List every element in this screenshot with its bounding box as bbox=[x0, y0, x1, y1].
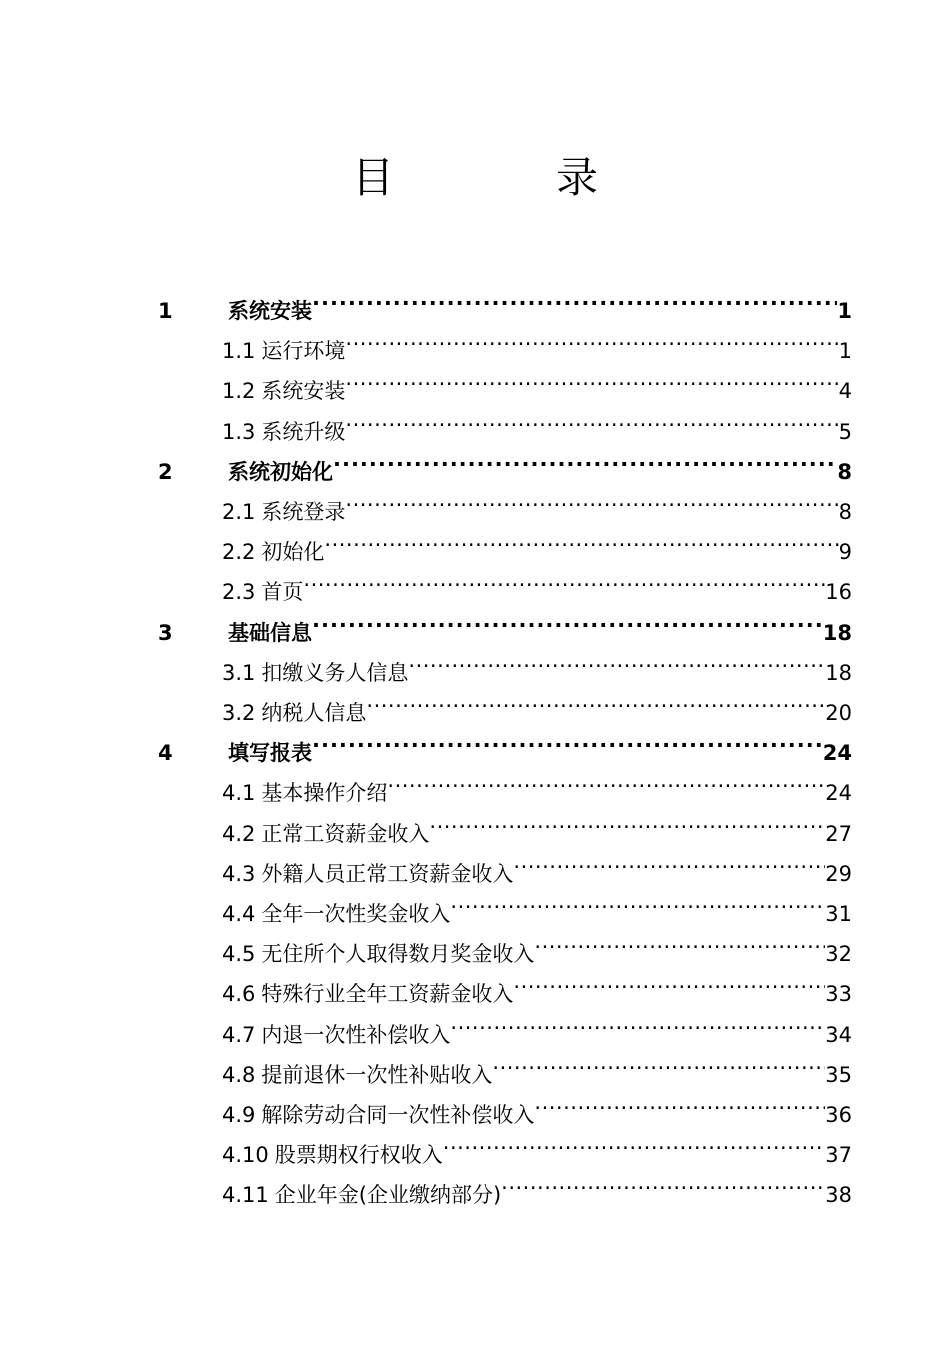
toc-entry-title: 基础信息 bbox=[228, 620, 312, 645]
toc-entry-title: 提前退休一次性补贴收入 bbox=[261, 1062, 493, 1087]
toc-dot-leader bbox=[312, 600, 823, 640]
toc-entry-number: 4.11 bbox=[222, 1183, 269, 1208]
toc-section-entry[interactable] bbox=[222, 1162, 852, 1208]
toc-entry-title: 基本操作介绍 bbox=[261, 781, 388, 806]
toc-dot-leader bbox=[492, 1042, 825, 1082]
toc-dot-leader bbox=[345, 358, 838, 398]
toc-page-number: 18 bbox=[825, 660, 852, 685]
toc-entry-number: 4.4 bbox=[222, 902, 256, 926]
toc-entry-number: 2.3 bbox=[222, 580, 256, 605]
toc-page-number: 18 bbox=[822, 620, 852, 645]
toc-page-number: 5 bbox=[838, 419, 852, 444]
toc-entry-title: 全年一次性奖金收入 bbox=[261, 902, 451, 926]
toc-entry-title: 内退一次性补偿收入 bbox=[261, 1022, 451, 1047]
toc-section-entry[interactable] bbox=[222, 640, 852, 685]
toc-page-number: 33 bbox=[825, 982, 852, 1007]
toc-section-entry[interactable] bbox=[222, 479, 852, 524]
toc-entry-number: 2.1 bbox=[222, 500, 256, 524]
toc-section-entry[interactable] bbox=[222, 841, 852, 886]
toc-section-entry[interactable] bbox=[222, 1002, 852, 1047]
toc-section-entry[interactable] bbox=[222, 399, 852, 444]
toc-entry-number: 4 bbox=[158, 741, 173, 766]
toc-page-number: 37 bbox=[825, 1143, 852, 1168]
toc-entry-number: 2.2 bbox=[222, 540, 256, 565]
toc-entry-number: 1.2 bbox=[222, 379, 256, 404]
toc-entry-title: 正常工资薪金收入 bbox=[261, 821, 430, 846]
toc-section-entry[interactable] bbox=[222, 801, 852, 846]
toc-entry-number: 4.1 bbox=[222, 781, 256, 806]
toc-page-number: 24 bbox=[822, 741, 852, 766]
toc-entry-title: 扣缴义务人信息 bbox=[261, 660, 409, 685]
toc-page-number: 38 bbox=[825, 1183, 852, 1208]
toc-chapter-entry[interactable] bbox=[158, 439, 852, 484]
toc-page-number: 32 bbox=[825, 942, 852, 967]
toc-section-entry[interactable] bbox=[222, 881, 852, 926]
toc-page-number: 1 bbox=[837, 299, 852, 323]
toc-entry-number: 4.10 bbox=[222, 1143, 269, 1168]
toc-dot-leader bbox=[534, 921, 825, 961]
toc-dot-leader bbox=[450, 881, 825, 921]
toc-entry-title: 填写报表 bbox=[228, 741, 312, 766]
toc-page-number: 8 bbox=[837, 459, 852, 484]
toc-dot-leader bbox=[345, 479, 838, 519]
toc-chapter-entry[interactable] bbox=[158, 600, 852, 645]
toc-page-number: 29 bbox=[825, 861, 852, 886]
toc-dot-leader bbox=[303, 559, 825, 599]
toc-page-number: 35 bbox=[825, 1062, 852, 1087]
toc-entry-title: 系统安装 bbox=[261, 379, 346, 404]
toc-section-entry[interactable] bbox=[222, 358, 852, 404]
toc-section-entry[interactable] bbox=[222, 1042, 852, 1087]
toc-entry-number: 3.1 bbox=[222, 660, 256, 685]
toc-entry-number: 3 bbox=[158, 620, 173, 645]
toc-entry-title: 系统升级 bbox=[261, 419, 346, 444]
toc-entry-title: 运行环境 bbox=[261, 339, 346, 364]
toc-dot-leader bbox=[450, 1002, 825, 1042]
toc-entry-title: 企业年金(企业缴纳部分) bbox=[274, 1183, 502, 1208]
toc-dot-leader bbox=[324, 519, 838, 559]
toc-dot-leader bbox=[429, 801, 825, 841]
toc-entry-title: 解除劳动合同一次性补偿收入 bbox=[261, 1103, 535, 1127]
toc-page-number: 8 bbox=[838, 500, 852, 524]
toc-dot-leader bbox=[443, 1122, 826, 1162]
toc-page-number: 24 bbox=[825, 781, 852, 806]
toc-page-number: 1 bbox=[838, 339, 852, 364]
toc-entry-title: 系统登录 bbox=[261, 500, 346, 524]
toc-page-number: 31 bbox=[825, 902, 852, 926]
toc-entry-title: 股票期权行权收入 bbox=[274, 1143, 443, 1168]
toc-page-number: 36 bbox=[825, 1103, 852, 1127]
toc-page-number: 34 bbox=[825, 1022, 852, 1047]
toc-dot-leader bbox=[345, 318, 838, 358]
toc-page-number: 9 bbox=[838, 540, 852, 565]
toc-page-number: 4 bbox=[838, 379, 852, 404]
toc-section-entry[interactable] bbox=[222, 318, 852, 364]
toc-dot-leader bbox=[408, 640, 825, 680]
toc-entry-title: 外籍人员正常工资薪金收入 bbox=[261, 861, 514, 886]
toc-dot-leader bbox=[501, 1162, 825, 1202]
toc-section-entry[interactable] bbox=[222, 680, 852, 725]
toc-entry-title: 初始化 bbox=[261, 540, 325, 565]
toc-page-number: 20 bbox=[825, 701, 852, 725]
toc-entry-title: 特殊行业全年工资薪金收入 bbox=[261, 982, 514, 1007]
toc-entry-number: 4.9 bbox=[222, 1103, 256, 1127]
toc-entry-number: 4.2 bbox=[222, 821, 256, 846]
toc-entry-title: 系统安装 bbox=[228, 299, 312, 323]
toc-section-entry[interactable] bbox=[222, 519, 852, 565]
toc-section-entry[interactable] bbox=[222, 1122, 852, 1168]
toc-entry-number: 3.2 bbox=[222, 701, 256, 725]
toc-entry-number: 4.7 bbox=[222, 1022, 256, 1047]
toc-dot-leader bbox=[366, 680, 825, 720]
page-title: 目 录 bbox=[351, 153, 658, 202]
toc-chapter-entry[interactable] bbox=[158, 720, 852, 766]
toc-dot-leader bbox=[312, 278, 837, 318]
toc-dot-leader bbox=[345, 399, 838, 439]
toc-entry-title: 无住所个人取得数月奖金收入 bbox=[261, 942, 535, 967]
toc-entry-number: 2 bbox=[158, 459, 173, 484]
toc-entry-number: 1 bbox=[158, 299, 173, 323]
toc-chapter-entry[interactable] bbox=[158, 278, 852, 323]
toc-entry-number: 4.8 bbox=[222, 1062, 256, 1087]
toc-page-number: 16 bbox=[825, 580, 852, 605]
toc-entry-number: 4.3 bbox=[222, 861, 256, 886]
toc-dot-leader bbox=[387, 760, 825, 800]
toc-entry-number: 1.1 bbox=[222, 339, 256, 364]
toc-section-entry[interactable] bbox=[222, 921, 852, 967]
toc-entry-title: 系统初始化 bbox=[228, 459, 333, 484]
toc-section-entry[interactable] bbox=[222, 760, 852, 806]
toc-page-number: 27 bbox=[825, 821, 852, 846]
toc-dot-leader bbox=[333, 439, 837, 479]
toc-entry-number: 4.6 bbox=[222, 982, 256, 1007]
toc-entry-number: 4.5 bbox=[222, 942, 256, 967]
toc-entry-title: 首页 bbox=[261, 580, 304, 605]
toc-entry-number: 1.3 bbox=[222, 419, 256, 444]
toc-dot-leader bbox=[534, 1082, 825, 1122]
toc-entry-title: 纳税人信息 bbox=[261, 701, 367, 725]
toc-section-entry[interactable] bbox=[222, 1082, 852, 1127]
toc-dot-leader bbox=[513, 961, 825, 1001]
toc-section-entry[interactable] bbox=[222, 559, 852, 605]
toc-dot-leader bbox=[513, 841, 825, 881]
toc-dot-leader bbox=[312, 720, 823, 760]
toc-section-entry[interactable] bbox=[222, 961, 852, 1007]
